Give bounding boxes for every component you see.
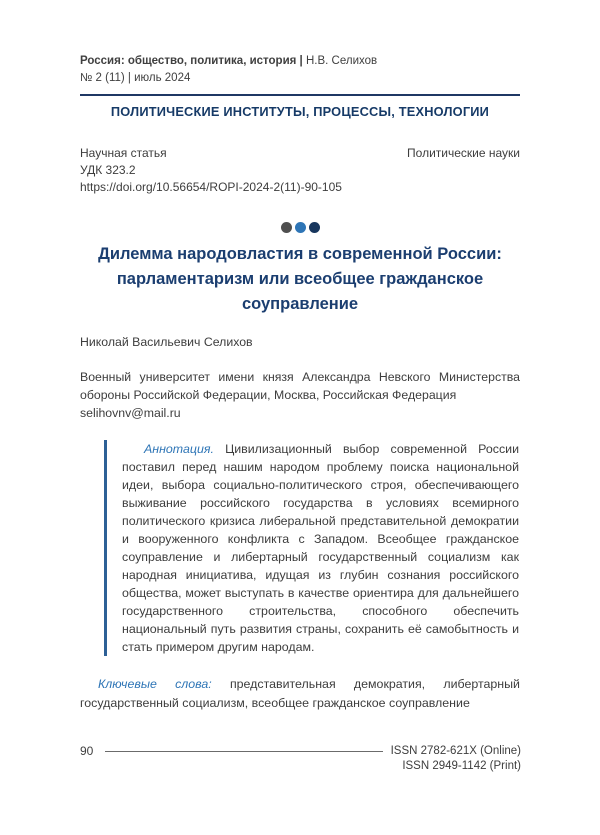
section-heading: ПОЛИТИЧЕСКИЕ ИНСТИТУТЫ, ПРОЦЕССЫ, ТЕХНОЛОГИИ	[110, 104, 490, 119]
abstract-label: Аннотация.	[144, 442, 214, 456]
footer-divider	[105, 751, 382, 752]
running-header	[80, 53, 520, 96]
keywords-text: представительная демократия, либертарный государственный социализм, всеобщее гражданское соуправление	[80, 677, 520, 710]
keywords-block	[80, 675, 520, 713]
decorative-dots	[80, 222, 520, 233]
issn-block	[391, 744, 521, 774]
running-header-line1	[80, 53, 520, 70]
author-affiliation: Военный университет имени князя Александра Невского Министерства обороны Российской Федерации, Москва, Российская Федерация	[80, 370, 520, 402]
article-title: Дилемма народовластия в современной России: парламентаризм или всеобщее гражданское соуправление	[98, 245, 502, 313]
page-number: 90	[80, 744, 94, 758]
doi-link: https://doi.org/10.56654/ROPI-2024-2(11)-90-105	[80, 180, 342, 194]
issue-info: № 2 (11) | июль 2024	[80, 72, 191, 84]
abstract-block	[104, 440, 519, 656]
journal-title: Россия: общество, политика, история |	[80, 55, 303, 67]
udk-code: УДК 323.2	[80, 163, 136, 177]
issn-print: ISSN 2949-1142 (Print)	[402, 760, 521, 772]
issn-online: ISSN 2782-621X (Online)	[390, 745, 521, 757]
meta-row	[80, 145, 520, 162]
science-field: Политические науки	[407, 146, 520, 160]
page-footer	[80, 744, 521, 774]
dot-navy-icon	[309, 222, 320, 233]
dot-blue-icon	[295, 222, 306, 233]
keywords-label: Ключевые слова:	[98, 677, 212, 691]
abstract-text: Цивилизационный выбор современной России поставил перед нашим народом проблему поиска национальной идеи, выбора социально-политического строя, обеспечивающего выживание российского государства в условиях всемирного политического кризиса либеральной представительной демократии и вооруженного конфликта с Западом. Всеобщее гражданское соуправление и либертарный государственный социализм как народная инициатива, идущая из глубин сознания российского общества, может выступать в качестве ориентира для дальнейшего государственного строительства, способного обеспечить национальный путь развития страны, сохранить её самобытность и стать примером другим народам.	[122, 442, 519, 654]
author-email: selihovnv@mail.ru	[80, 406, 181, 420]
page-content	[80, 53, 520, 713]
author-name: Николай Васильевич Селихов	[80, 335, 253, 349]
running-author: Н.В. Селихов	[305, 55, 378, 67]
dot-gray-icon	[281, 222, 292, 233]
article-type: Научная статья	[80, 146, 167, 160]
